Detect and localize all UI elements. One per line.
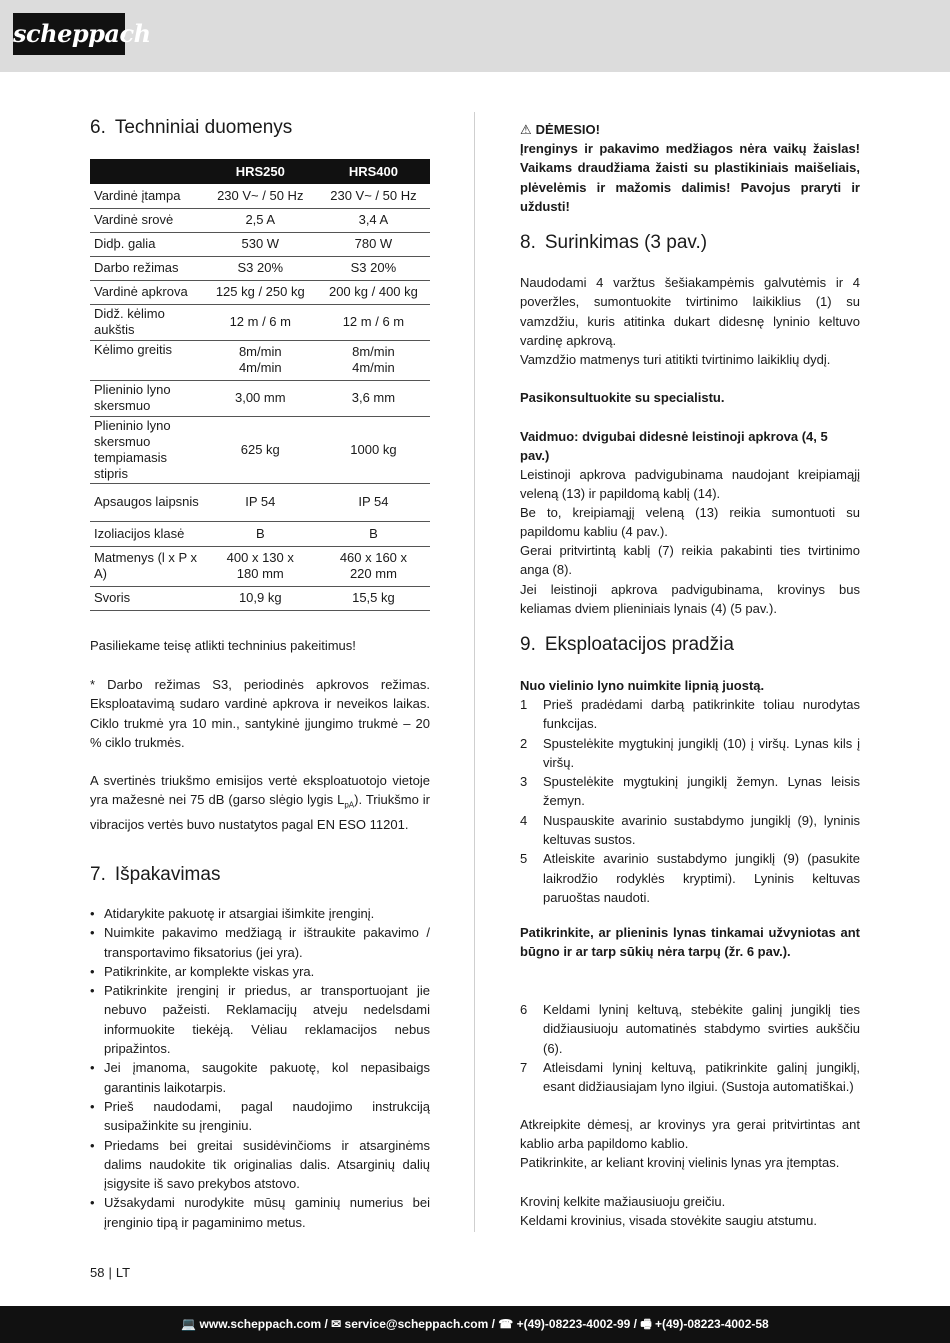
- spec-label: Darbo režimas: [90, 256, 204, 280]
- spec-value: 230 V~ / 50 Hz: [204, 184, 317, 208]
- spec-label: Didž. kėlimo aukštis: [90, 304, 204, 340]
- load-attach-paragraph: Atkreipkite dėmesį, ar krovinys yra gerai pritvirtintas ant kablio arba papildomo kablio.: [520, 1117, 860, 1152]
- table-row: [90, 586, 430, 610]
- table-row: [90, 546, 430, 586]
- section-9-heading: 9. Eksploatacijos pradžia: [520, 634, 734, 655]
- tech-changes-note: Pasiliekame teisę atlikti techninius pakeitimus!: [90, 638, 356, 653]
- page-number: 58 | LT: [90, 1265, 131, 1280]
- table-row: [90, 483, 430, 521]
- spec-value: IP 54: [204, 483, 317, 521]
- list-item: 4 Nuspauskite avarinio sustabdymo jungiklį (9), lyninis keltuvas sustos.: [520, 812, 860, 848]
- spec-value: 8m/min 4m/min: [204, 340, 317, 380]
- list-item: • Atidarykite pakuotę ir atsargiai išimkite įrenginį.: [90, 904, 430, 923]
- spec-value: 200 kg / 400 kg: [317, 280, 430, 304]
- section-7-heading: 7. Išpakavimas: [90, 864, 221, 885]
- spec-value: 3,6 mm: [317, 380, 430, 416]
- spec-label: Plieninio lyno skersmuo tempiamasis stipris: [90, 416, 204, 483]
- lowest-speed-paragraph: Krovinį kelkite mažiausiuoju greičiu.: [520, 1194, 726, 1209]
- spec-value: 10,9 kg: [204, 586, 317, 610]
- section-8-heading: 8. Surinkimas (3 pav.): [520, 232, 708, 253]
- table-row: [90, 340, 430, 380]
- spec-value: 400 x 130 x 180 mm: [204, 546, 317, 586]
- table-row: [90, 208, 430, 232]
- spec-value: 15,5 kg: [317, 586, 430, 610]
- spec-value: 12 m / 6 m: [317, 304, 430, 340]
- spec-value: 2,5 A: [204, 208, 317, 232]
- list-item: 7 Atleisdami lyninį keltuvą, patikrinkite galinį jungiklį, esant didžiausiajam lyno ilgiui. (Sustoja automatiškai.): [520, 1059, 860, 1095]
- unpacking-list: [90, 904, 430, 1232]
- list-item: • Jei įmanoma, saugokite pakuotę, kol nepasibaigs garantinis laikotarpis.: [90, 1058, 430, 1097]
- table-row: [90, 256, 430, 280]
- guide-shaft-paragraph: Be to, kreipiamąjį veleną (13) reikia sumontuoti su papildomu kabliu (4 pav.).: [520, 505, 860, 540]
- spec-label: Vardinė įtampa: [90, 184, 204, 208]
- spec-value: 1000 kg: [317, 416, 430, 483]
- spec-label: Plieninio lyno skersmuo: [90, 380, 204, 416]
- list-item: • Patikrinkite, ar komplekte viskas yra.: [90, 962, 430, 981]
- spec-label: Izoliacijos klasė: [90, 521, 204, 546]
- brand-logo: scheppach: [13, 13, 125, 55]
- pipe-size-paragraph: Vamzdžio matmenys turi atitikti tvirtinimo laikiklių dydį.: [520, 352, 831, 367]
- spec-label: Kėlimo greitis: [90, 340, 204, 380]
- table-row: [90, 521, 430, 546]
- table-row: [90, 280, 430, 304]
- list-item: • Užsakydami nurodykite mūsų gaminių numerius bei įrenginio tipą ir pagaminimo metus.: [90, 1193, 430, 1232]
- spec-label: Vardinė srovė: [90, 208, 204, 232]
- footer-contact-bar: 💻 www.scheppach.com / ✉ service@scheppach.com / ☎ +(49)-08223-4002-99 / 🖷 +(49)-08223-4002-58: [0, 1306, 950, 1343]
- spec-value: S3 20%: [204, 256, 317, 280]
- warning-text: Įrenginys ir pakavimo medžiagos nėra vaikų žaislas! Vaikams draudžiama žaisti su plastikiniais maišeliais, plėvelėmis ir mažomis dalimis! Pavojus praryti ir uždusti!: [520, 141, 860, 214]
- tape-removal-note: Nuo vielinio lyno nuimkite lipnią juostą.: [520, 678, 765, 693]
- spec-value: 12 m / 6 m: [204, 304, 317, 340]
- list-item: • Patikrinkite įrenginį ir priedus, ar transportuojant jie nebuvo pažeisti. Reklamacijų atveju nedelsdami informuokite tiekėją. Vėliau reklamacijos nebus pripažintos.: [90, 981, 430, 1058]
- list-item: 2 Spustelėkite mygtukinį jungiklį (10) į viršų. Lynas kils į viršų.: [520, 735, 860, 770]
- consult-note: Pasikonsultuokite su specialistu.: [520, 390, 725, 405]
- noise-note: A svertinės triukšmo emisijos vertė eksploatuotojo vietoje yra mažesnė nei 75 dB (garso slėgio lygis $L_{pA}$). Triukšmo ir vibracijos vertės buvo nustatytos pagal EN ESO 11201.: [90, 773, 430, 833]
- spec-value: 3,4 A: [317, 208, 430, 232]
- safe-distance-paragraph: Keldami krovinius, visada stovėkite saugiu atstumu.: [520, 1213, 817, 1228]
- spec-value: S3 20%: [317, 256, 430, 280]
- list-item: 3 Spustelėkite mygtukinį jungiklį žemyn. Lynas leisis žemyn.: [520, 774, 860, 809]
- spec-value: 780 W: [317, 232, 430, 256]
- list-item: 5 Atleiskite avarinio sustabdymo jungiklį (9) (pasukite laikrodžio rodyklės kryptimi). Lyninis keltuvas paruoštas naudoti.: [520, 851, 860, 905]
- list-item: • Priedams bei greitai susidėvinčioms ir atsarginėms dalims naudokite tik originalias dalis. Atsarginių dalių įsigysite iš savo prekybos atstovo.: [90, 1136, 430, 1194]
- double-load-title: Vaidmuo: dvigubai didesnė leistinoji apkrova (4, 5 pav.): [520, 429, 828, 464]
- limit-switch-steps-list: [520, 1000, 860, 1096]
- column-divider: [474, 112, 475, 1232]
- rope-tension-paragraph: Patikrinkite, ar keliant krovinį vielinis lynas yra įtemptas.: [520, 1155, 840, 1170]
- table-row: [90, 416, 430, 483]
- operating-mode-note: * Darbo režimas S3, periodinės apkrovos režimas. Eksploatavimą sudaro vardinė apkrova ir neveikos laikas. Ciklo trukmė yra 10 min., santykinė įjungimo trukmė – 20 % ciklo trukmės.: [90, 677, 430, 750]
- startup-steps-list: [520, 695, 860, 907]
- warning-triangle-icon: ⚠: [520, 122, 532, 137]
- header-bar: [0, 0, 950, 72]
- spec-value: B: [317, 521, 430, 546]
- spec-label: Didþ. galia: [90, 232, 204, 256]
- spec-label: Svoris: [90, 586, 204, 610]
- spec-value: IP 54: [317, 483, 430, 521]
- rope-check-note: Patikrinkite, ar plieninis lynas tinkamai užvyniotas ant būgno ir ar tarp sūkių nėra tarpų (žr. 6 pav.).: [520, 925, 860, 960]
- hook-paragraph: Gerai pritvirtintą kablį (7) reikia pakabinti ties tvirtinimo anga (8).: [520, 543, 860, 578]
- list-item: 1 Prieš pradėdami darbą patikrinkite toliau nurodytas funkcijas.: [520, 697, 860, 732]
- assembly-paragraph: Naudodami 4 varžtus šešiakampėmis galvutėmis ir 4 poveržles, sumontuokite tvirtinimo laikiklius (1) su vamzdžiu, kuris atitinka dukart didesnę lyninio keltuvo vardinę apkrovą.: [520, 275, 860, 348]
- spec-header-empty: [90, 159, 204, 184]
- list-item: • Nuimkite pakavimo medžiagą ir ištraukite pakavimo / transportavimo fiksatorius (jei yra).: [90, 923, 430, 962]
- spec-value: 625 kg: [204, 416, 317, 483]
- spec-table-header: [90, 159, 430, 184]
- list-item: 6 Keldami lyninį keltuvą, stebėkite galinį jungiklį ties didžiausiuoju automatinės stabdymo svirties aukščiu (6).: [520, 1002, 860, 1056]
- table-row: [90, 232, 430, 256]
- spec-value: 460 x 160 x 220 mm: [317, 546, 430, 586]
- spec-label: Vardinė apkrova: [90, 280, 204, 304]
- section-6-heading: 6. Techniniai duomenys: [90, 117, 293, 138]
- spec-value: 8m/min 4m/min: [317, 340, 430, 380]
- double-load-paragraph: Leistinoji apkrova padvigubinama naudojant kreipiamąjį veleną (13) ir papildomą kablį (14).: [520, 467, 860, 502]
- list-item: • Prieš naudodami, pagal naudojimo instrukciją susipažinkite su įrenginiu.: [90, 1097, 430, 1136]
- spec-value: 530 W: [204, 232, 317, 256]
- spec-label: Apsaugos laipsnis: [90, 483, 204, 521]
- spec-table: [90, 159, 430, 611]
- two-ropes-paragraph: Jei leistinoji apkrova padvigubinama, krovinys bus keliamas dviem plieniniais lynais (4) (5 pav.).: [520, 582, 860, 617]
- warning-title: ⚠ DĖMESIO!: [520, 120, 600, 139]
- spec-header-hrs250: HRS250: [204, 159, 317, 184]
- spec-value: 230 V~ / 50 Hz: [317, 184, 430, 208]
- spec-value: 125 kg / 250 kg: [204, 280, 317, 304]
- table-row: [90, 184, 430, 208]
- spec-value: 3,00 mm: [204, 380, 317, 416]
- spec-header-hrs400: HRS400: [317, 159, 430, 184]
- table-row: [90, 380, 430, 416]
- table-row: [90, 304, 430, 340]
- spec-value: B: [204, 521, 317, 546]
- spec-label: Matmenys (l x P x A): [90, 546, 204, 586]
